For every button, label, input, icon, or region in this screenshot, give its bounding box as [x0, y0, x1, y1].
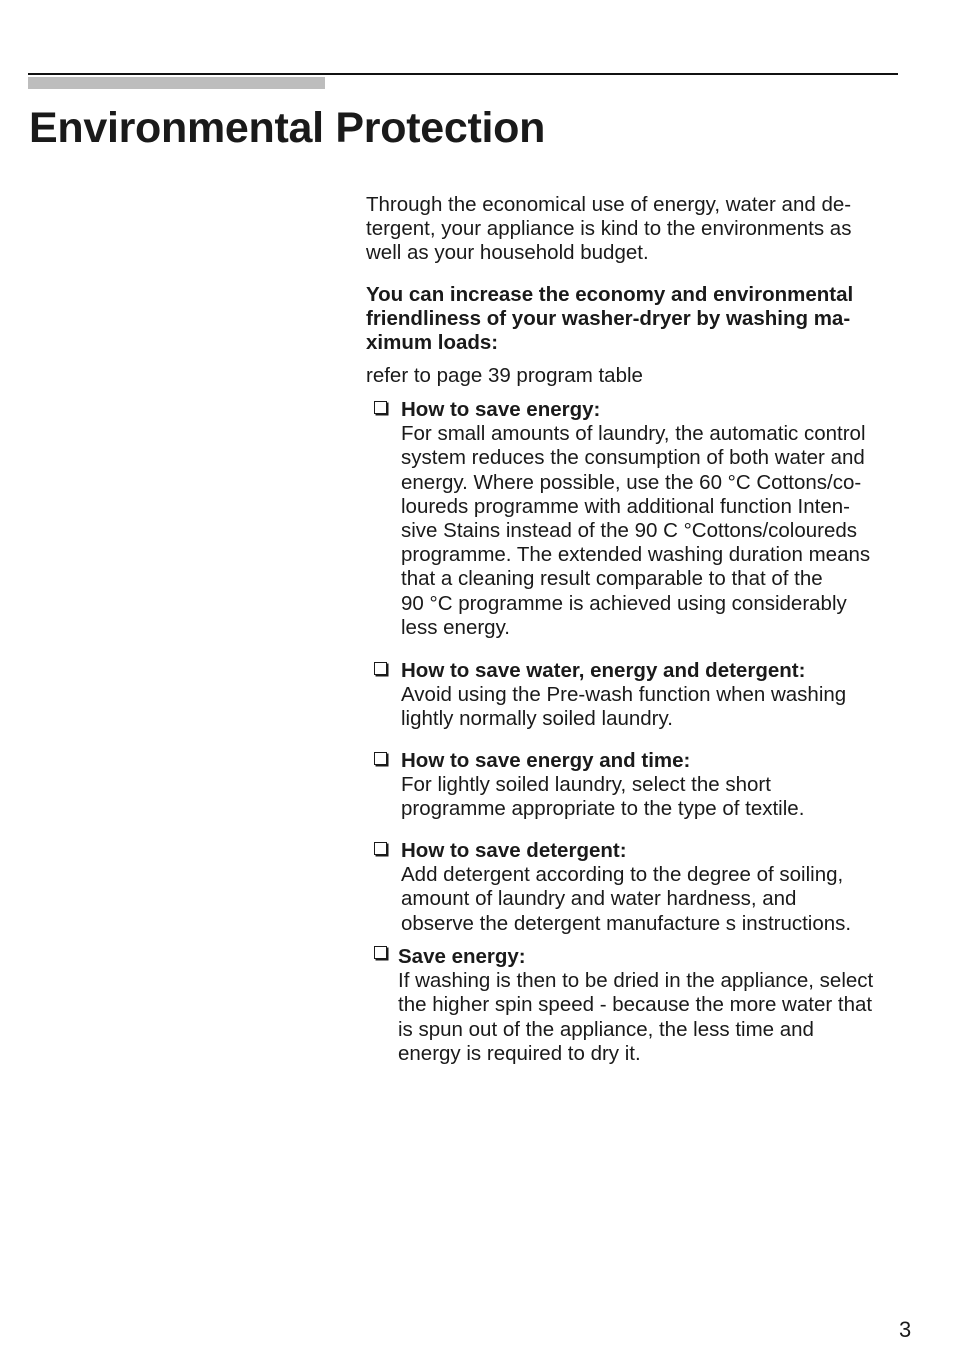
list-item-text — [398, 945, 873, 1066]
list-item-line: amount of laundry and water hardness, and — [401, 887, 797, 911]
note-line: ximum loads: — [366, 331, 499, 355]
list-item-line: sive Stains instead of the 90 C °Cottons/coloureds — [401, 519, 858, 543]
list-item-line: is spun out of the appliance, the less time and — [398, 1017, 814, 1041]
intro-line: tergent, your appliance is kind to the environments as — [366, 217, 852, 241]
list-item-heading: How to save detergent: — [401, 839, 627, 862]
list-item-line: observe the detergent manufacture s instructions. — [401, 911, 852, 935]
header-accent-bar — [28, 77, 325, 89]
list-item-heading: Save energy: — [398, 945, 526, 968]
list-item-heading: How to save energy and time: — [401, 749, 691, 772]
list-item-text — [401, 398, 870, 640]
list-item-line: lightly normally soiled laundry. — [401, 707, 673, 731]
list-item-heading: How to save energy: — [401, 398, 601, 421]
list-item-line: If washing is then to be dried in the appliance, select — [398, 969, 874, 993]
list-item-heading: How to save water, energy and detergent: — [401, 659, 806, 682]
note-line: You can increase the economy and environmental — [366, 283, 854, 306]
list-item-line: Add detergent according to the degree of soiling, — [401, 863, 844, 887]
intro-line: well as your household budget. — [366, 241, 649, 265]
list-item-line: For lightly soiled laundry, select the short — [401, 773, 771, 797]
list-item-line: that a cleaning result comparable to that of the — [401, 567, 823, 591]
checkbox-icon — [374, 842, 387, 855]
checkbox-icon — [374, 946, 387, 959]
header-rule — [28, 73, 898, 75]
list-item-line: the higher spin speed - because the more water that — [398, 993, 873, 1017]
list-item-text — [401, 839, 851, 936]
checkbox-icon — [374, 401, 387, 414]
note-line: friendliness of your washer-dryer by washing ma- — [366, 307, 851, 331]
list-item-text — [401, 659, 846, 732]
checkbox-icon — [374, 752, 387, 765]
list-item-line: Avoid using the Pre-wash function when washing — [401, 683, 847, 707]
checkbox-icon — [374, 662, 387, 675]
page-title: Environmental Protection — [29, 104, 546, 152]
intro-paragraph — [366, 193, 936, 266]
economy-note — [366, 283, 936, 356]
list-item-text — [401, 749, 804, 822]
list-item-line: loureds programme with additional function Inten- — [401, 494, 850, 518]
list-item-line: programme appropriate to the type of textile. — [401, 797, 805, 821]
intro-line: Through the economical use of energy, water and de- — [366, 193, 852, 216]
list-item-line: system reduces the consumption of both water and — [401, 446, 865, 470]
list-item-line: less energy. — [401, 615, 511, 639]
program-table-reference: refer to page 39 program table — [366, 364, 643, 387]
list-item-line: 90 °C programme is achieved using considerably — [401, 591, 847, 615]
page-number: 3 — [899, 1317, 912, 1342]
list-item-line: For small amounts of laundry, the automatic control — [401, 422, 866, 446]
list-item-line: energy. Where possible, use the 60 °C Cottons/co- — [401, 470, 862, 494]
list-item-line: programme. The extended washing duration means — [401, 543, 871, 567]
list-item-line: energy is required to dry it. — [398, 1041, 641, 1065]
